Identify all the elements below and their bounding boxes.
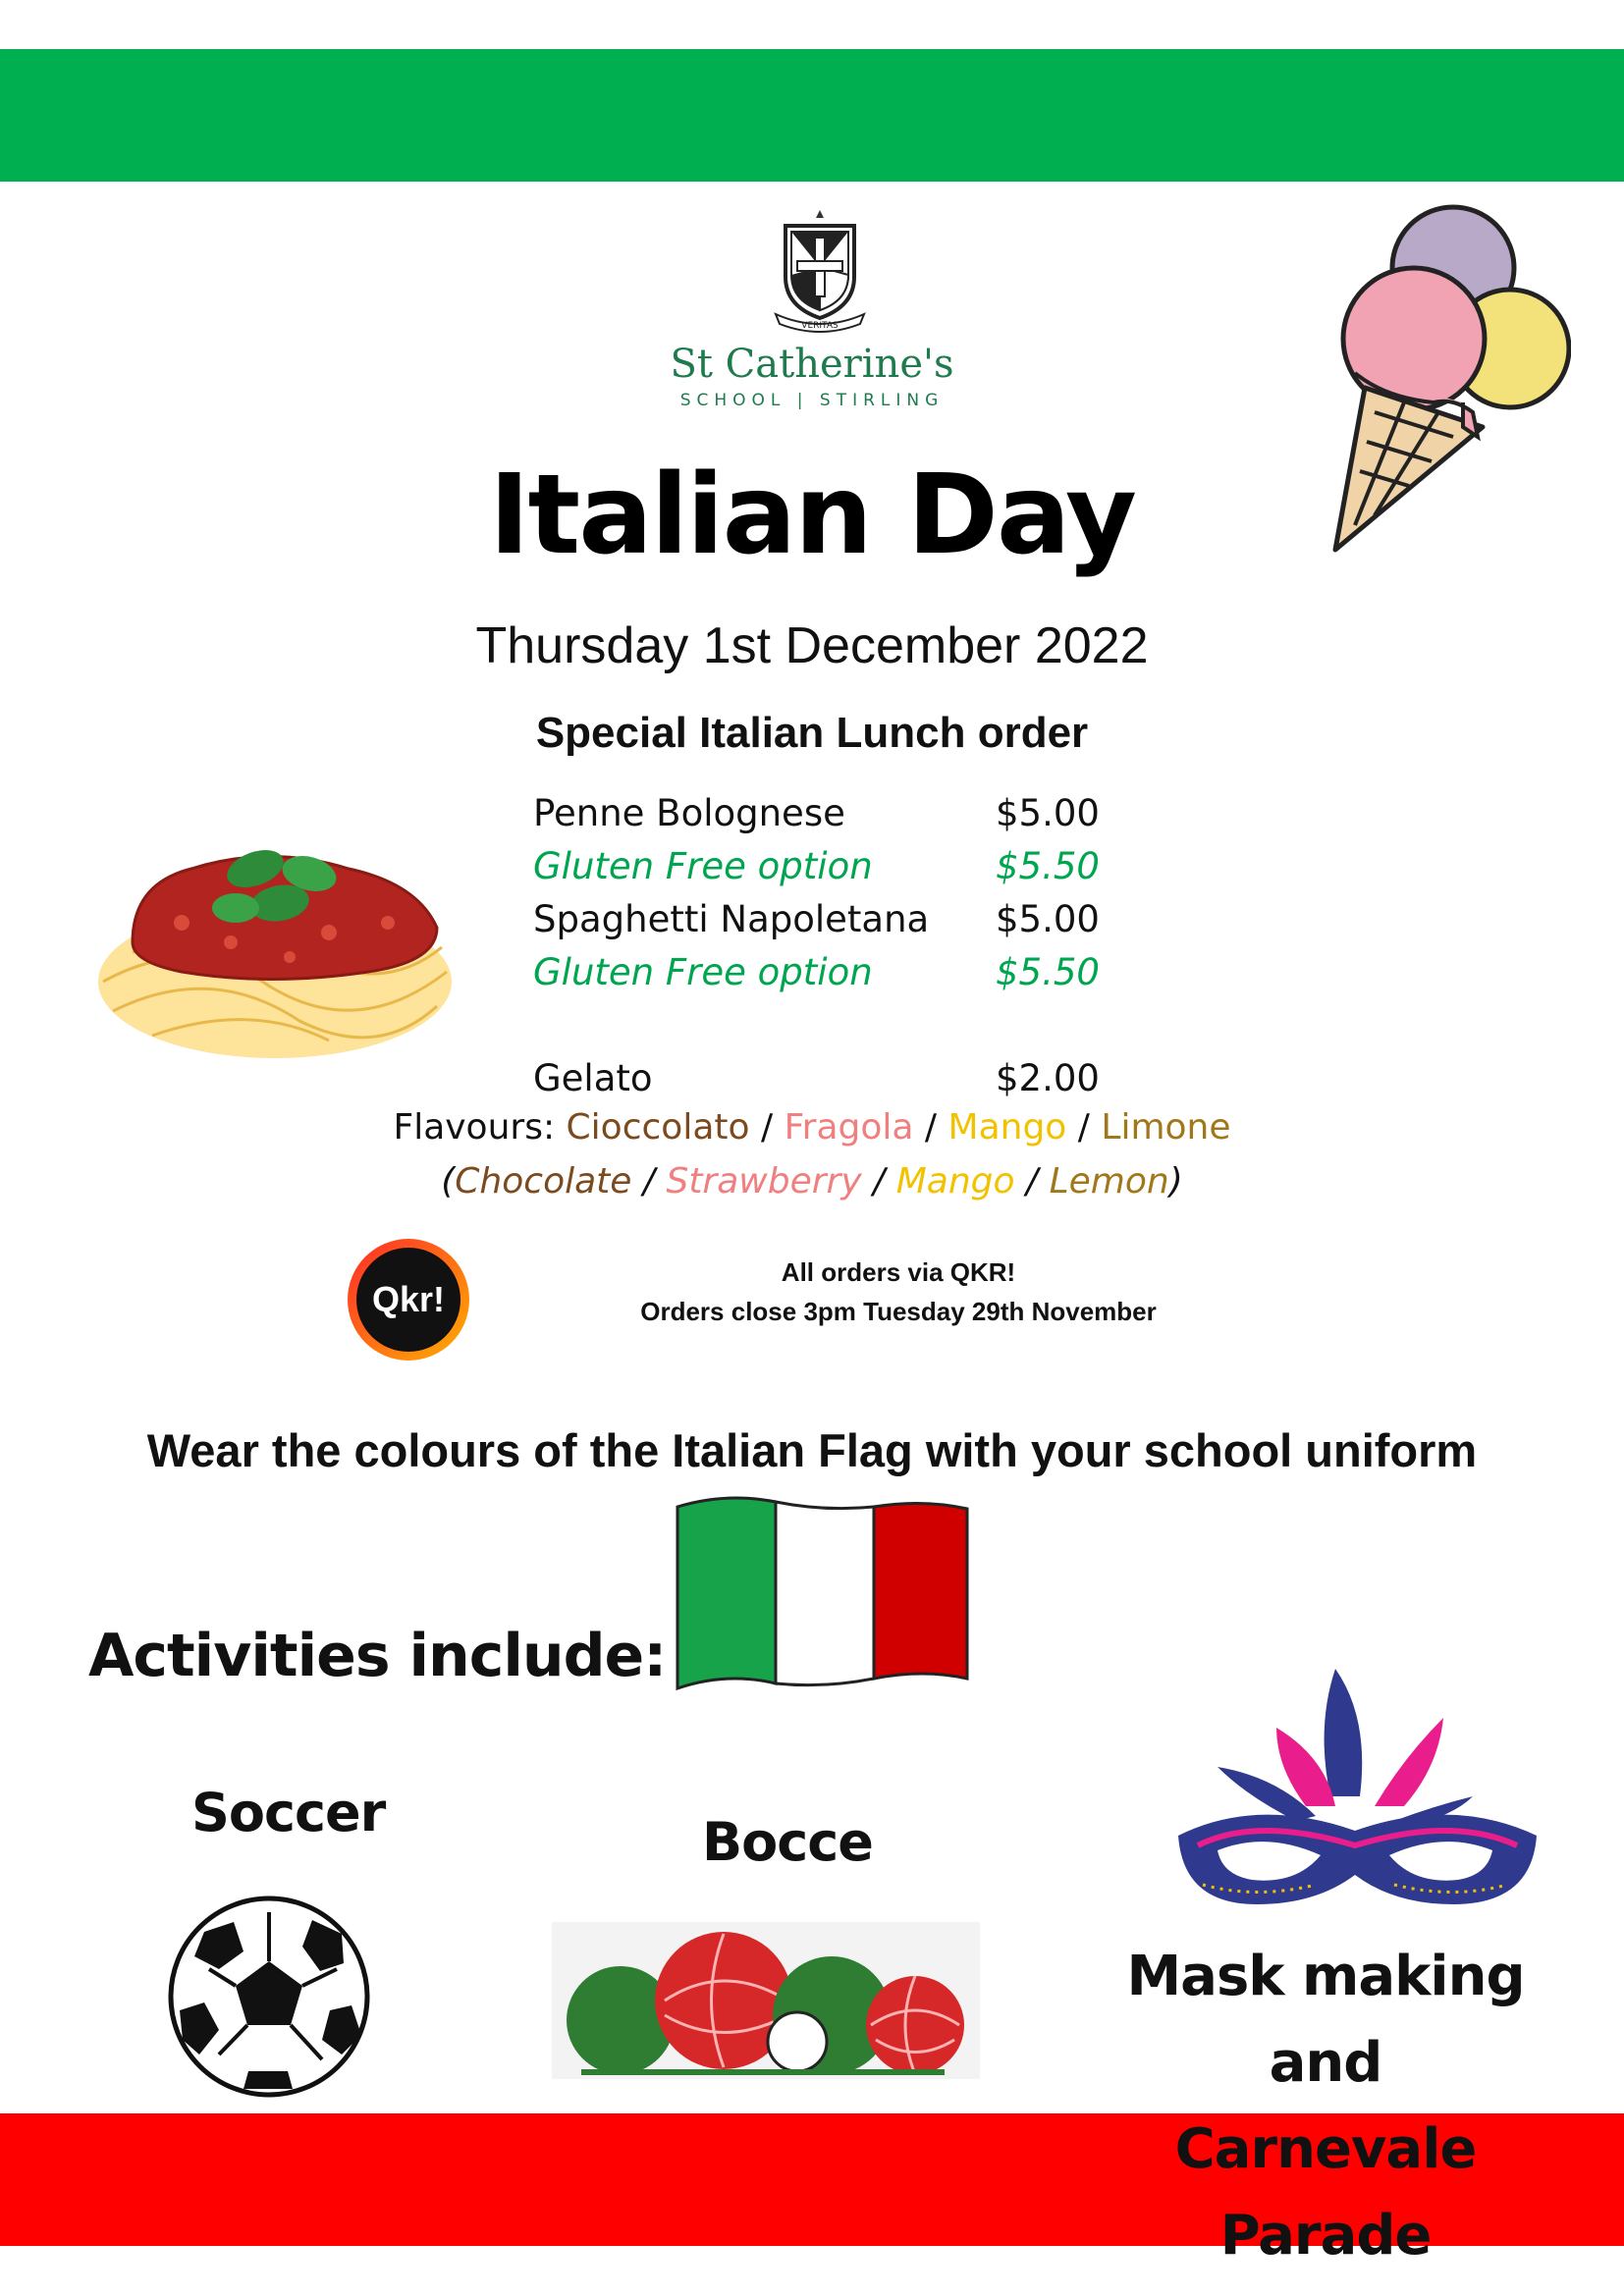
bocce-balls-icon xyxy=(552,1922,980,2079)
flavour-english-item: Lemon xyxy=(1049,1161,1169,1201)
carnival-mask-icon xyxy=(1159,1659,1551,1914)
menu-item-price: $5.00 xyxy=(996,792,1100,834)
menu-item-price: $5.50 xyxy=(996,951,1100,993)
flavour-separator: / xyxy=(642,1161,656,1201)
dress-code-text: Wear the colours of the Italian Flag with your school uniform xyxy=(146,1424,1478,1476)
activity-bocce-label: Bocce xyxy=(702,1811,873,1873)
flavour-item: Mango xyxy=(947,1107,1067,1148)
spaghetti-bolognese-icon xyxy=(74,815,476,1070)
school-location: SCHOOL | STIRLING xyxy=(679,391,945,410)
mask-label-line1: Mask making and xyxy=(1126,1945,1525,2095)
soccer-ball-icon xyxy=(165,1893,373,2101)
flavour-separator: / xyxy=(924,1107,938,1148)
top-green-band xyxy=(0,49,1624,182)
orders-close-time: Orders close 3pm Tuesday 29th November xyxy=(640,1297,1157,1326)
event-title: Italian Day xyxy=(489,452,1135,579)
flavour-separator: / xyxy=(1025,1161,1039,1201)
flavour-english-item: Mango xyxy=(895,1161,1015,1201)
activity-soccer-label: Soccer xyxy=(191,1782,386,1843)
menu-item-name: Penne Bolognese xyxy=(533,792,845,834)
flavour-separator: / xyxy=(873,1161,886,1201)
lunch-order-heading: Special Italian Lunch order xyxy=(535,709,1089,757)
flavour-english-item: Chocolate xyxy=(455,1161,632,1201)
paren: ( xyxy=(441,1161,456,1201)
event-date: Thursday 1st December 2022 xyxy=(475,617,1149,674)
gelato-price: $2.00 xyxy=(996,1057,1100,1099)
activities-heading: Activities include: xyxy=(88,1622,667,1690)
school-crest-logo xyxy=(766,208,874,336)
school-motto: VERITAS xyxy=(801,321,839,331)
mask-label-line2: Carnevale Parade xyxy=(1174,2117,1477,2268)
flavour-separator: / xyxy=(760,1107,774,1148)
menu-item-price: $5.50 xyxy=(996,845,1100,887)
menu-item-name: Gluten Free option xyxy=(533,845,873,887)
orders-via-qkr: All orders via QKR! xyxy=(781,1257,1016,1287)
italian-flag-icon xyxy=(668,1487,982,1703)
menu-item-name: Gluten Free option xyxy=(533,951,873,993)
gelato-name: Gelato xyxy=(533,1057,653,1099)
activity-mask-label xyxy=(1070,1934,1581,2279)
flavours-label: Flavours: xyxy=(393,1107,556,1148)
menu-item-price: $5.00 xyxy=(996,898,1100,940)
flavour-item: Cioccolato xyxy=(566,1107,750,1148)
school-name: St Catherine's xyxy=(670,342,954,387)
flavour-separator: / xyxy=(1077,1107,1090,1148)
menu-item-name: Spaghetti Napoletana xyxy=(533,898,930,940)
flavours-line xyxy=(0,1107,1624,1148)
flavour-item: Limone xyxy=(1101,1107,1231,1148)
flavour-english-item: Strawberry xyxy=(666,1161,862,1201)
qkr-logo-text: Qkr! xyxy=(371,1279,446,1319)
flavours-english-line xyxy=(0,1161,1624,1201)
flavour-item: Fragola xyxy=(784,1107,914,1148)
paren: ) xyxy=(1168,1161,1183,1201)
